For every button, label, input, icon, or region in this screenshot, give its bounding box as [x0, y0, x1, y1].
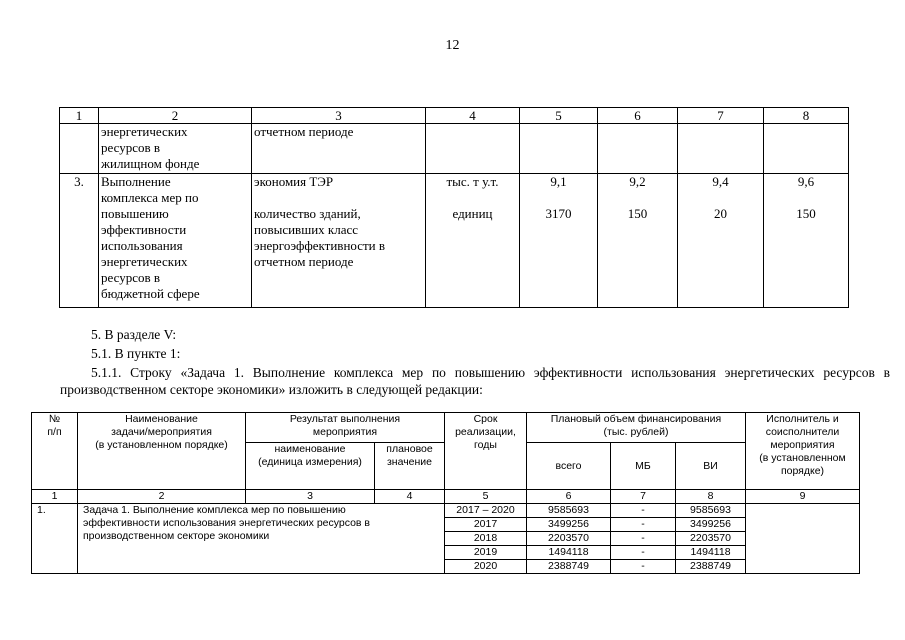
column-number: 6 — [527, 490, 611, 504]
indicator-cell: отчетном периоде — [252, 124, 426, 174]
table-header-row — [32, 413, 860, 443]
column-number: 4 — [426, 108, 520, 124]
header-fin-vi: ВИ — [676, 443, 746, 490]
vi-cell: 3499256 — [676, 518, 746, 532]
total-cell: 1494118 — [527, 546, 611, 560]
indicators-table — [59, 107, 849, 308]
column-number: 8 — [764, 108, 849, 124]
column-number: 3 — [252, 108, 426, 124]
term-cell: 2018 — [445, 532, 527, 546]
column-number: 9 — [746, 490, 860, 504]
total-cell: 3499256 — [527, 518, 611, 532]
row-number: 3. — [60, 174, 99, 308]
column-number: 2 — [99, 108, 252, 124]
table-header-row — [60, 108, 849, 124]
executor-cell — [746, 504, 860, 574]
term-cell: 2017 – 2020 — [445, 504, 527, 518]
task-name-cell: энергетических ресурсов в жилищном фонде — [99, 124, 252, 174]
term-cell: 2017 — [445, 518, 527, 532]
header-term: Срок реализации, годы — [445, 413, 527, 490]
column-number: 3 — [246, 490, 375, 504]
mb-cell: - — [611, 532, 676, 546]
column-number: 6 — [598, 108, 678, 124]
column-number: 4 — [375, 490, 445, 504]
header-executor: Исполнитель и соисполнители мероприятия (в установленном порядке) — [746, 413, 860, 490]
vi-cell: 1494118 — [676, 546, 746, 560]
financing-table — [31, 412, 860, 574]
column-number: 1 — [32, 490, 78, 504]
mb-cell: - — [611, 504, 676, 518]
column-number: 8 — [676, 490, 746, 504]
column-number: 1 — [60, 108, 99, 124]
value-cell: 9,4 20 — [678, 174, 764, 308]
table-row — [32, 504, 860, 518]
header-task-name: Наименование задачи/мероприятия (в установленном порядке) — [78, 413, 246, 490]
task-number: 1. — [32, 504, 78, 574]
column-number: 5 — [445, 490, 527, 504]
task-name-cell: Выполнение комплекса мер по повышению эффективности использования энергетических ресурсов в бюджетной сфере — [99, 174, 252, 308]
mb-cell: - — [611, 546, 676, 560]
column-number: 2 — [78, 490, 246, 504]
header-result: Результат выполнения мероприятия — [246, 413, 445, 443]
paragraph-item: 5.1. В пункте 1: — [91, 346, 181, 361]
header-financing: Плановый объем финансирования (тыс. рублей) — [527, 413, 746, 443]
value-cell: 9,6 150 — [764, 174, 849, 308]
table-row — [60, 124, 849, 174]
vi-cell: 2203570 — [676, 532, 746, 546]
header-fin-mb: МБ — [611, 443, 676, 490]
vi-cell: 9585693 — [676, 504, 746, 518]
paragraph-text: 5.1.1. Строку «Задача 1. Выполнение комплекса мер по повышению эффективности использования энергетических ресурсов в производственном секторе экономики» изложить в следующей редакции: — [60, 365, 890, 397]
header-result-name: наименование (единица измерения) — [246, 443, 375, 490]
column-number: 7 — [678, 108, 764, 124]
column-number: 5 — [520, 108, 598, 124]
column-number-row — [32, 490, 860, 504]
column-number: 7 — [611, 490, 676, 504]
total-cell: 2203570 — [527, 532, 611, 546]
unit-cell: тыс. т у.т. единиц — [426, 174, 520, 308]
value-cell: 9,2 150 — [598, 174, 678, 308]
mb-cell: - — [611, 560, 676, 574]
paragraph-section: 5. В разделе V: — [91, 327, 177, 342]
header-result-value: плановое значение — [375, 443, 445, 490]
task-name-cell: Задача 1. Выполнение комплекса мер по повышению эффективности использования энергетических ресурсов в производственном секторе экономики — [78, 504, 445, 574]
term-cell: 2019 — [445, 546, 527, 560]
term-cell: 2020 — [445, 560, 527, 574]
vi-cell: 2388749 — [676, 560, 746, 574]
header-number: № п/п — [32, 413, 78, 490]
value-cell: 9,1 3170 — [520, 174, 598, 308]
header-fin-total: всего — [527, 443, 611, 490]
mb-cell: - — [611, 518, 676, 532]
page-number: 12 — [445, 38, 460, 53]
total-cell: 9585693 — [527, 504, 611, 518]
table-row — [60, 174, 849, 308]
total-cell: 2388749 — [527, 560, 611, 574]
indicator-cell: экономия ТЭР количество зданий, повысивших класс энергоэффективности в отчетном периоде — [252, 174, 426, 308]
